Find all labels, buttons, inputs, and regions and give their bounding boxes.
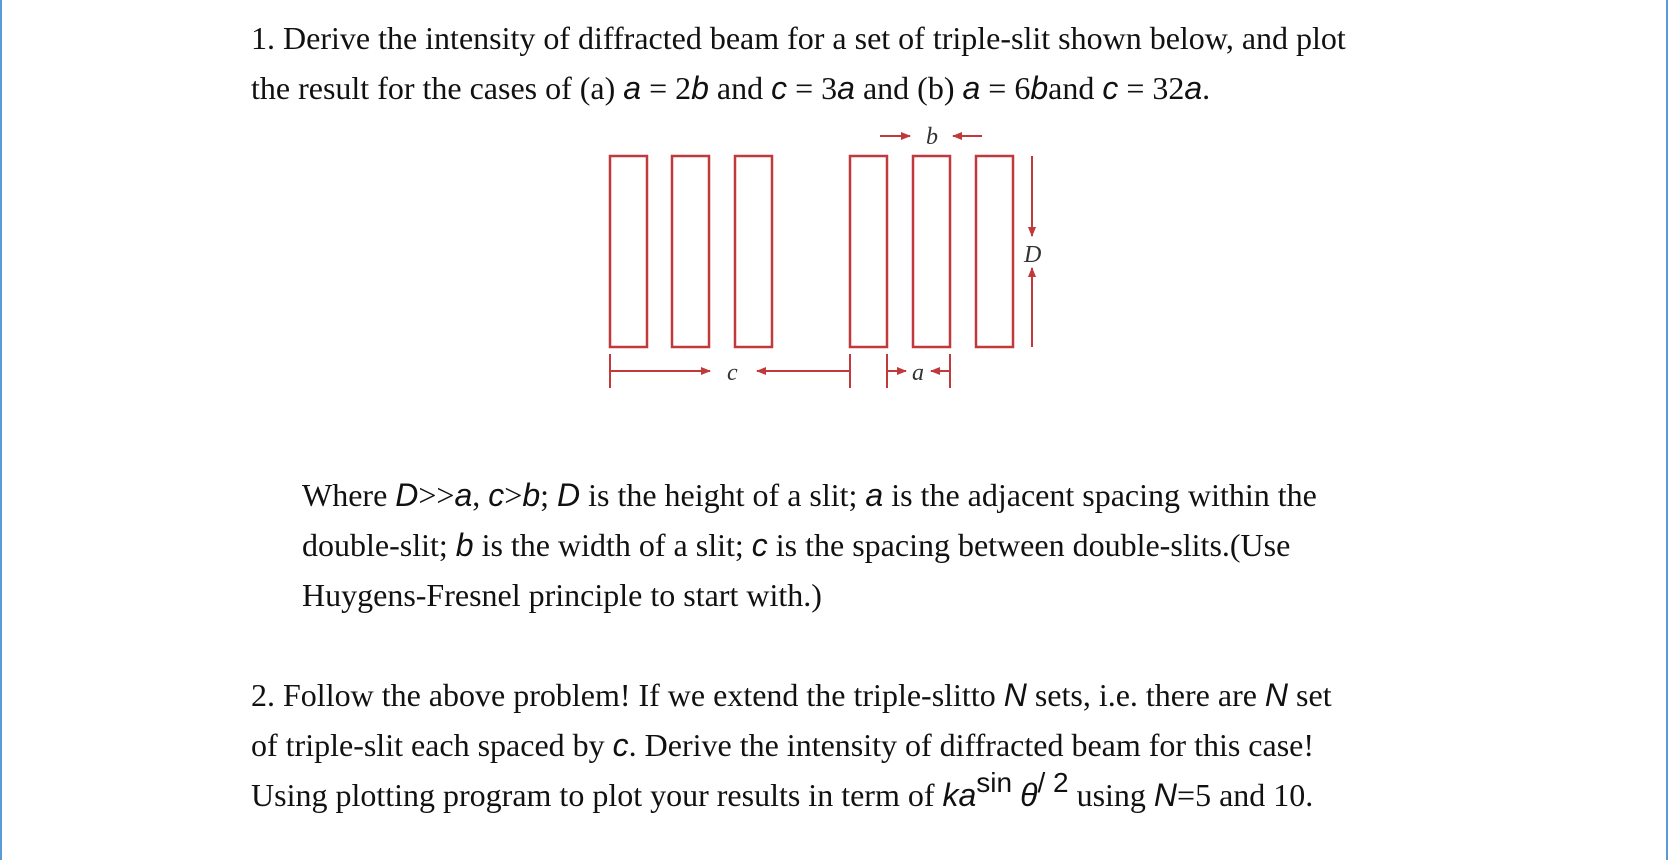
var-b: b: [455, 527, 474, 563]
problem-2-line-2: [251, 720, 1332, 770]
label-d: D: [1024, 242, 1042, 268]
label-b: b: [926, 124, 938, 150]
equals: =: [787, 70, 822, 106]
equals: =: [641, 70, 676, 106]
problem-1-text: 1. Derive the intensity of diffracted beam for a set of triple-slit shown below, and plot: [251, 20, 1346, 56]
var-b: b: [1030, 70, 1049, 106]
var-d: D: [557, 477, 581, 513]
var-theta: θ: [1020, 777, 1038, 813]
number: 6: [1014, 70, 1031, 106]
where-line-2: [302, 520, 1317, 570]
over-two: / 2: [1037, 767, 1069, 798]
var-d: D: [395, 477, 419, 513]
slit-right-3: [976, 156, 1013, 347]
var-a: a: [454, 477, 473, 513]
var-ka: ka: [942, 777, 977, 813]
slit-left-3: [735, 156, 772, 347]
where-paragraph: [302, 470, 1317, 620]
label-a: a: [912, 360, 924, 386]
text: ;: [540, 477, 557, 513]
text: and: [708, 70, 772, 106]
text: of triple-slit each spaced by: [251, 727, 613, 763]
text: is the height of a slit;: [580, 477, 866, 513]
number: 32: [1152, 70, 1185, 106]
text: double-slit;: [302, 527, 456, 563]
slit-right-1: [850, 156, 887, 347]
var-c: c: [771, 70, 788, 106]
text: =5 and 10.: [1177, 777, 1314, 813]
slit-left-2: [672, 156, 709, 347]
var-c: c: [488, 477, 505, 513]
slit-right-2: [913, 156, 950, 347]
var-a: a: [623, 70, 642, 106]
var-a: a: [865, 477, 884, 513]
number: 3: [821, 70, 838, 106]
problem-1-line-1: [251, 13, 1346, 63]
problem-1: [251, 13, 1346, 113]
var-c: c: [612, 727, 629, 763]
label-c: c: [727, 360, 738, 386]
var-n: N: [1003, 677, 1027, 713]
text: and (b): [854, 70, 963, 106]
text: using: [1068, 777, 1154, 813]
var-c: c: [1102, 70, 1119, 106]
problem-2: [251, 670, 1332, 822]
text: is the adjacent spacing within the: [883, 477, 1317, 513]
where-line-3: [302, 570, 1317, 620]
var-n: N: [1264, 677, 1289, 713]
left-border: [0, 0, 2, 860]
var-n: N: [1153, 777, 1178, 813]
text: set: [1288, 677, 1332, 713]
problem-1-line-2: [251, 63, 1346, 113]
text: . Derive the intensity of diffracted beam for this case!: [628, 727, 1315, 763]
text: the result for the cases of (a): [251, 70, 624, 106]
var-b: b: [522, 477, 541, 513]
var-b: b: [691, 70, 709, 106]
text: is the spacing between double-slits.(Use: [767, 527, 1291, 563]
text: >: [504, 477, 523, 513]
triple-slit-diagram: [590, 118, 1060, 398]
where-line-1: [302, 470, 1317, 520]
text: Using plotting program to plot your results in term of: [251, 777, 943, 813]
text: Huygens-Fresnel principle to start with.): [302, 577, 822, 613]
problem-2-line-1: [251, 670, 1332, 720]
text: ,: [472, 477, 489, 513]
problem-2-line-3: [251, 767, 1332, 822]
text: and: [1048, 70, 1103, 106]
equals: =: [980, 70, 1015, 106]
number: 2: [675, 70, 692, 106]
text: sets, i.e. there are: [1026, 677, 1265, 713]
var-a: a: [962, 70, 981, 106]
slit-left-1: [610, 156, 647, 347]
var-a: a: [837, 70, 855, 106]
period: .: [1202, 70, 1211, 106]
text: 2. Follow the above problem! If we extend the triple-slitto: [251, 677, 1004, 713]
text: Where: [302, 477, 396, 513]
text: >>: [418, 477, 455, 513]
text: is the width of a slit;: [473, 527, 752, 563]
equals: =: [1118, 70, 1153, 106]
var-c: c: [751, 527, 768, 563]
var-a: a: [1184, 70, 1203, 106]
sin-fn: sin: [976, 767, 1013, 798]
